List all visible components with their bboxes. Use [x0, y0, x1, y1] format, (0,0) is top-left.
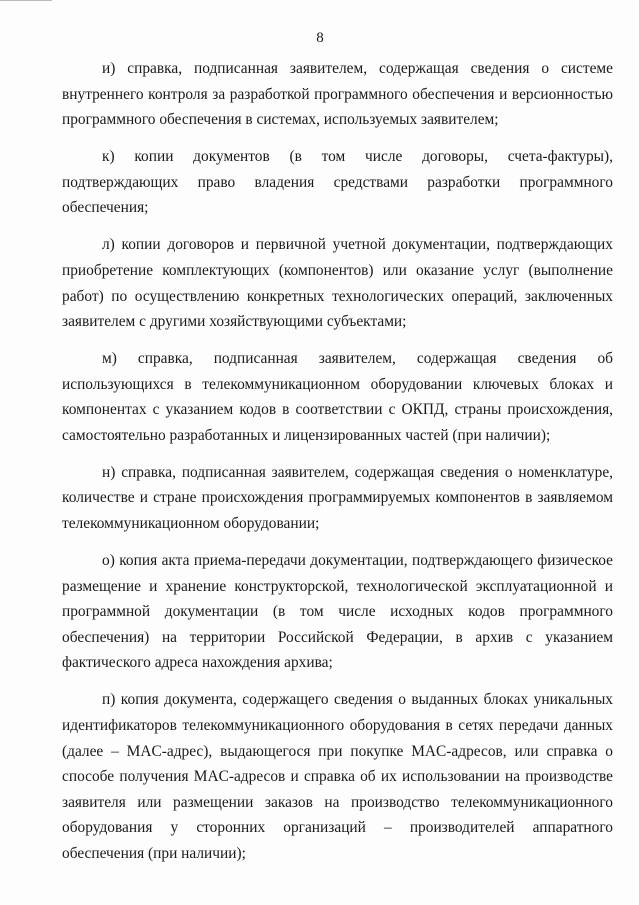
scan-edge-mark [0, 0, 52, 5]
page-number: 8 [316, 30, 324, 46]
paragraph-k: к) копии документов (в том числе договоры, счета-фактуры), подтверждающих право владения средствами разработки программного обеспечения; [62, 148, 613, 217]
paragraph-n: н) справка, подписанная заявителем, содержащая сведения о номенклатуре, количестве и стране происхождения программируемых компонентов в заявляемом телекоммуникационном оборудовании; [62, 463, 613, 533]
document-body [62, 56, 613, 878]
paragraph-m: м) справка, подписанная заявителем, содержащая сведения об использующихся в телекоммуникационном оборудовании ключевых блоках и компонентах с указанием кодов в соответствии с ОКПД, страны происхождения, самостоятельно разработанных и лицензированных частей (при наличии); [62, 350, 613, 444]
paragraph-i: и) справка, подписанная заявителем, содержащая сведения о системе внутреннего контроля за разработкой программного обеспечения и версионностью программного обеспечения в системах, используемых заявителем; [62, 60, 613, 129]
paragraph-p: п) копия документа, содержащего сведения о выданных блоках уникальных идентификаторов телекоммуникационного оборудования в сетях передачи данных (далее – MAC-адрес), выдающегося при покупке MAC-адресов, или справка о способе получения MAC-адресов и справка об их использовании на производстве заявителя или размещении заказов на производство телекоммуникационного оборудования у сторонних организаций – производителей аппаратного обеспечения (при наличии); [62, 691, 613, 862]
paragraph-l: л) копии договоров и первичной учетной документации, подтверждающих приобретение комплектующих (компонентов) или оказание услуг (выполнение работ) по осуществлению конкретных технологических операций, заключенных заявителем с другими хозяйствующими субъектами; [62, 236, 613, 331]
paragraph-o: о) копия акта приема-передачи документации, подтверждающего физическое размещение и хранение конструкторской, технологической эксплуатационной и программной документации (в том числе исходных кодов программного обеспечения) на территории Российской Федерации, в архив с указанием фактического адреса нахождения архива; [62, 552, 613, 672]
